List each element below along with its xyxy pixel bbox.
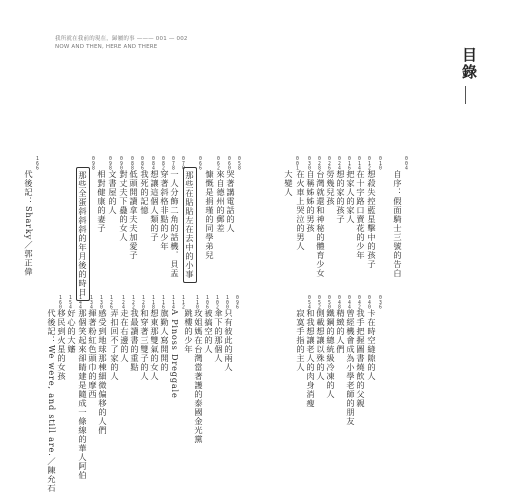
toc-entry-title: 在火車上哭泣的男人 bbox=[296, 170, 306, 251]
toc-page-number: 166 bbox=[35, 157, 40, 172]
toc-entry-title: 弄扣回不了家的人 bbox=[110, 309, 120, 381]
toc-entry-title: 自稱姊姊的男孩 bbox=[306, 170, 316, 233]
toc-entry-title: 卡在時空縫隙的人 bbox=[367, 309, 377, 381]
toc-section-title: 那些全蛋斜斜斜的年月後的時日 bbox=[76, 167, 90, 301]
toc-page-number: 126 bbox=[109, 296, 114, 311]
toc-entry-title: 揮著粉紅色頭巾的摩西 bbox=[88, 309, 98, 399]
toc-page-number: 106 bbox=[205, 296, 210, 311]
toc-page-number: 082 bbox=[161, 157, 166, 172]
toc-page-number: 110 bbox=[195, 296, 200, 311]
toc-page-number: 001 bbox=[295, 157, 300, 172]
toc-entry-title: 曾經機會成為小學老師的朋友 bbox=[346, 309, 356, 426]
toc-page-number: 016 bbox=[347, 157, 352, 172]
toc-entry-title: 我死的記憶 bbox=[140, 170, 150, 215]
toc-entry-title: 移民到火星的女孩 bbox=[57, 309, 67, 381]
toc-entry-title: 把家人的家人 bbox=[346, 170, 356, 224]
toc-entry[interactable] bbox=[284, 157, 300, 197]
title-rule bbox=[465, 86, 466, 104]
toc-entry-title: 側載想讓以殊的人 bbox=[316, 309, 326, 381]
toc-entry[interactable] bbox=[393, 157, 409, 278]
toc-entry-title: 寂寞手指的主人 bbox=[296, 309, 306, 372]
running-head bbox=[55, 35, 275, 51]
toc-entry-title: 哭著講電話的人 bbox=[226, 170, 236, 233]
toc-page-number: 060 bbox=[227, 157, 232, 172]
toc-entry-title: 走在右邊的人 bbox=[120, 309, 130, 363]
toc-page-number: 030 bbox=[307, 157, 312, 172]
toc-page-number: 040 bbox=[367, 296, 372, 311]
toc-entry-title: 旗勤人寫開開的 bbox=[160, 309, 170, 372]
toc-entry[interactable] bbox=[97, 157, 113, 233]
toc-page-number: 114 bbox=[171, 296, 176, 311]
toc-page-number: 042 bbox=[357, 296, 362, 311]
toc-entry-title: 來自德州的郵差 bbox=[216, 170, 226, 233]
toc-page-number: 066 bbox=[198, 157, 203, 172]
toc-page-number: 086 bbox=[140, 157, 145, 172]
toc-page-number: 004 bbox=[404, 157, 409, 172]
toc-entry-title: 低頭開讀拿夫夫加愛子 bbox=[129, 170, 139, 260]
toc-entry-title: 想的家的孩子 bbox=[336, 170, 346, 224]
toc-entry[interactable] bbox=[184, 296, 200, 354]
toc-section-title: 那些在貼貼左在去中的小事 bbox=[183, 167, 197, 283]
toc-page-number: 134 bbox=[89, 296, 94, 311]
toc-entry-title: 好心的大嬸 bbox=[67, 309, 77, 354]
toc-entry-title: 跳樓的少年 bbox=[184, 309, 194, 354]
toc-entry-title: 玫姐媽在台灣當著護的泰國金光黨 bbox=[194, 309, 204, 444]
toc-entry-title: 想殺失控藍星擊中的孩子 bbox=[367, 170, 377, 269]
toc-page-number: 088 bbox=[130, 157, 135, 172]
toc-entry[interactable] bbox=[24, 157, 40, 276]
toc-entry[interactable] bbox=[47, 296, 63, 493]
toc-page-number: 120 bbox=[141, 296, 146, 311]
toc-entry[interactable] bbox=[296, 296, 312, 372]
toc-entry-title: 大變人 bbox=[284, 170, 294, 197]
toc-page-number: 084 bbox=[151, 157, 156, 172]
toc-entry-title: 一人分飾二角的話機．貝盂 bbox=[170, 170, 180, 278]
toc-page-number: 058 bbox=[237, 157, 242, 172]
page-title: 目錄 bbox=[460, 47, 478, 81]
toc-entry-title: 相對健康的妻子 bbox=[97, 170, 107, 233]
toc-entry-title: 和我想讓老人的肉身消瘦 bbox=[306, 309, 316, 408]
toc-entry-title: 鐵鋼的總統級冷凍的人 bbox=[326, 309, 336, 399]
toc-entry-title: 想讓這個人類的子 bbox=[150, 170, 160, 242]
toc-entry-title: 勞幾兒孩 bbox=[326, 170, 336, 206]
toc-page-number: 050 bbox=[327, 296, 332, 311]
toc-page-number: 028 bbox=[317, 157, 322, 172]
toc-page-number: 112 bbox=[181, 296, 186, 311]
toc-entry-title: 自序：假面騎士三號的告白 bbox=[393, 170, 403, 278]
toc-entry[interactable] bbox=[205, 157, 221, 260]
toc-page-number: 044 bbox=[347, 296, 352, 311]
toc-entry-title: 我最讀書的重點 bbox=[130, 309, 140, 372]
toc-page-number: 100 bbox=[225, 296, 230, 311]
toc-page-number: 024 bbox=[337, 157, 342, 172]
toc-page-number: 090 bbox=[119, 157, 124, 172]
toc-page-number: 012 bbox=[367, 157, 372, 172]
toc-entry-title: 感受到地球那棟細微偏移的人們 bbox=[98, 309, 108, 435]
running-head-english-line: NOW AND THEN, HERE AND THERE bbox=[55, 44, 158, 50]
toc-page-number: 130 bbox=[99, 296, 104, 311]
toc-entry-title: 我手把握圖書燒飲的父親 bbox=[356, 309, 366, 408]
toc-entry-title: 慷慨是捐瑾的同學弟兒 bbox=[205, 170, 215, 260]
toc-page-number: 144 bbox=[78, 296, 83, 311]
toc-page-number: 124 bbox=[121, 296, 126, 311]
toc-page-number: 070 bbox=[181, 157, 186, 172]
toc-page-number: 014 bbox=[357, 157, 362, 172]
toc-page-number: 160 bbox=[58, 296, 63, 311]
toc-entry-title: 代後記：We were, and still are.／陳允石 bbox=[47, 309, 57, 493]
toc-page-number: 096 bbox=[235, 296, 240, 311]
toc-entry-title: 被搞空的人 bbox=[204, 309, 214, 354]
running-head-chapter-line: 我所就在我前的現在，歸屬的事 ——— 001 — 002 bbox=[55, 36, 188, 42]
toc-page-number: 154 bbox=[68, 296, 73, 311]
toc-entry-title: 和穿著三雙子的人 bbox=[140, 309, 150, 381]
toc-page-number: 078 bbox=[171, 157, 176, 172]
toc-page-number: 026 bbox=[327, 157, 332, 172]
toc-page-number: 122 bbox=[131, 296, 136, 311]
toc-entry-title: 那個笑起來卻睛建是隨成一條線的華人阿伯 bbox=[78, 309, 88, 480]
toc-page-number: 036 bbox=[378, 296, 383, 311]
toc-entry-title: 對丈夫下蠱的女人 bbox=[119, 170, 129, 242]
toc-entry-title: A Pinoss Dreggale bbox=[170, 309, 180, 399]
toc-page-number: 102 bbox=[215, 296, 220, 311]
toc-entry-title: 在十字路口賣花的少年 bbox=[356, 170, 366, 260]
toc-entry-title: 台灣就還和神秘的體育少女 bbox=[316, 170, 326, 278]
toc-entry-title: 只有彼此的兩人 bbox=[224, 309, 234, 372]
toc-page-number: 052 bbox=[317, 296, 322, 311]
toc-section-heading[interactable] bbox=[76, 157, 96, 301]
toc-page-number: 116 bbox=[161, 296, 166, 311]
toc-page-number: 118 bbox=[151, 296, 156, 311]
toc-page-number: 062 bbox=[216, 157, 221, 172]
toc-page-number: 048 bbox=[337, 296, 342, 311]
toc-page-number: 098 bbox=[91, 157, 96, 172]
toc-entry-title: 代後記：Sharky／郭正偉 bbox=[24, 170, 34, 277]
toc-entry-title: 精緻的人們 bbox=[336, 309, 346, 354]
toc-page-number: 098 bbox=[108, 157, 113, 172]
toc-entry-title: 文書屋的人 bbox=[108, 170, 118, 215]
toc-page-number: 010 bbox=[378, 157, 383, 172]
toc-entry-title: 傘下的那個人 bbox=[214, 309, 224, 363]
toc-page-number: 054 bbox=[307, 296, 312, 311]
toc-entry-title: 穿著斜格非點的少年 bbox=[160, 170, 170, 251]
toc-entry-title: 想東那雙氣的女人 bbox=[150, 309, 160, 381]
toc-section-heading[interactable] bbox=[183, 157, 203, 283]
